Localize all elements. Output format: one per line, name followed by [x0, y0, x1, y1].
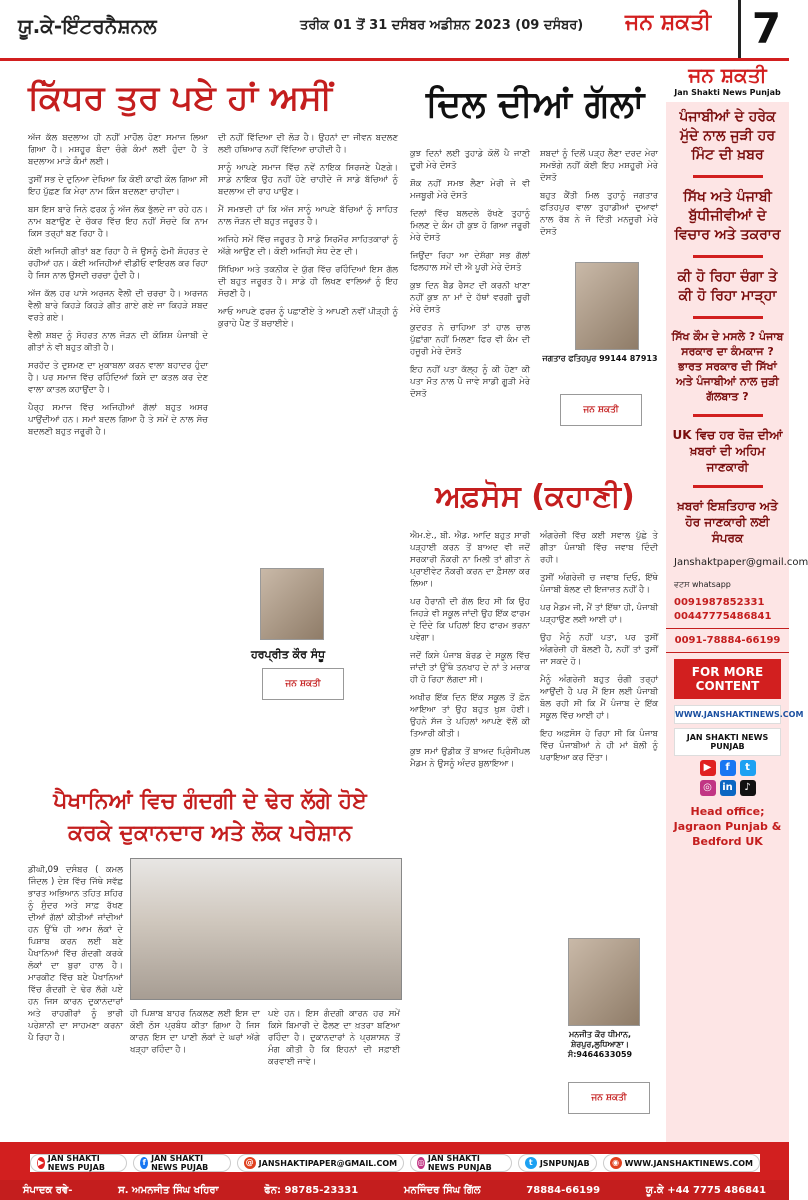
- footer-link-label: JSNPUNJAB: [539, 1158, 590, 1168]
- article1-paragraph: ਕੋਈ ਅਜਿਹੀ ਗੀਤਾਂ ਬਣ ਰਿਹਾ ਹੈ ਜੋ ਉਸਨੂੰ ਫੇਮੀ ਸ਼ੋਹਰਤ ਦੇ ਰਹੀਆਂ ਹਨ। ਕੋਈ ਅਜਿਹੀਆਂ ਵੀਡੀਓ ਵਾਇਰਲ ਕਰ ਰਿਹਾ ਹੈ ਜਿਸ ਨਾਲ ਉਸਦੀ ਚਰਚਾ ਹੁੰਦੀ ਹੈ।: [28, 247, 208, 281]
- divider: [693, 485, 763, 488]
- article1-title: ਕਿੱਧਰ ਤੁਰ ਪਏ ਹਾਂ ਅਸੀਂ: [28, 78, 332, 118]
- article1-paragraph: ਸਰਹੱਦ ਤੇ ਦੁਸ਼ਮਣ ਦਾ ਮੁਕਾਬਲਾ ਕਰਨ ਵਾਲਾ ਬਹਾਦਰ ਹੁੰਦਾ ਹੈ। ਪਰ ਸਮਾਜ ਵਿੱਚ ਰਹਿੰਦਿਆਂ ਕਿਸੇ ਦਾ ਕਤਲ ਕਰ ਦੇਣ ਵਾਲਾ ਕਾਤਲ ਕਹਾਉਂਦਾ ਹੈ।: [28, 361, 208, 395]
- article1-paragraph: ਸਾਨੂੰ ਆਪਣੇ ਸਮਾਜ ਵਿੱਚ ਨਵੇਂ ਨਾਇਕ ਸਿਰਜਣੇ ਪੈਣਗੇ। ਸਾਡੇ ਨਾਇਕ ਉਹ ਨਹੀਂ ਹੋਣੇ ਚਾਹੀਦੇ ਜੋ ਸਾਡੇ ਬੱਚਿਆਂ ਨੂੰ ਬਦਲਾਅ ਦੀ ਰਾਹ ਪਾਉਣ।: [218, 163, 398, 197]
- editor-phone[interactable]: 78884-66199: [526, 1184, 601, 1196]
- story-paragraph: ਉਹ ਮੈਨੂੰ ਨਹੀਂ ਪਤਾ, ਪਰ ਤੁਸੀਂ ਅੰਗਰੇਜ਼ੀ ਹੀ ਬੋਲਣੀ ਹੈ, ਨਹੀਂ ਤਾਂ ਤੁਸੀਂ ਜਾ ਸਕਦੇ ਹੋ।: [540, 633, 658, 667]
- article2-col1: [410, 148, 530, 448]
- footer-link-label: JAN SHAKTI NEWS PUNJAB: [427, 1154, 492, 1172]
- article1-paragraph: ਤੁਸੀਂ ਸਭ ਦੇ ਦੁਨਿਆ ਦੇਖਿਆ ਕਿ ਕੋਈ ਕਾਫੀ ਕੋਲ ਗਿਆ ਸੀ ਇਹ ਪੁੱਛਣ ਕਿ ਮੇਰਾ ਨਾਮ ਕਿੰਜ ਬਦਲਣਾ ਚਾਹੀਦਾ।: [28, 175, 208, 197]
- footer-link-label: JAN SHAKTI NEWS PUJAB: [151, 1154, 209, 1172]
- article4-col3: ਪਏ ਹਨ। ਇਸ ਗੰਦਗੀ ਕਾਰਨ ਹਰ ਸਮੇਂ ਕਿਸੇ ਬਿਮਾਰੀ ਦੇ ਫੈਲਣ ਦਾ ਖ਼ਤਰਾ ਬਣਿਆ ਰਹਿੰਦਾ ਹੈ। ਦੁਕਾਨਦਾਰਾਂ ਨੇ ਪ੍ਰਸ਼ਾਸਨ ਤੋਂ ਮੰਗ ਕੀਤੀ ਹੈ ਕਿ ਇਹਨਾਂ ਦੀ ਸਫ਼ਾਈ ਕਰਵਾਈ ਜਾਵੇ।: [268, 1009, 400, 1067]
- story-paragraph: ਇਹ ਅਫ਼ਸੋਸ ਹੋ ਰਿਹਾ ਸੀ ਕਿ ਪੰਜਾਬ ਵਿੱਚ ਪੰਜਾਬੀਆਂ ਨੇ ਹੀ ਮਾਂ ਬੋਲੀ ਨੂੰ ਪਰਾਇਆ ਕਰ ਦਿੱਤਾ।: [540, 729, 658, 763]
- jan-shakti-logo: ਜਨ ਸ਼ਕਤੀ: [262, 668, 344, 700]
- story-paragraph: ਪਰ ਹੈਰਾਨੀ ਦੀ ਗੱਲ ਇਹ ਸੀ ਕਿ ਉਹ ਜਿਹੜੇ ਵੀ ਸਕੂਲ ਜਾਂਦੀ ਉਹ ਇੱਕ ਫਾਰਮ ਦੇ ਦਿੰਦੇ ਕਿ ਪਹਿਲਾਂ ਇਹ ਫਾਰਮ ਭਰਨਾ ਪਵੇਗਾ।: [410, 597, 530, 643]
- divider: [693, 175, 763, 178]
- footer-link[interactable]: [603, 1154, 760, 1172]
- sidebar-block: ਸਿੱਖ ਅਤੇ ਪੰਜਾਬੀ ਬੁੱਧੀਜੀਵੀਆਂ ਦੇ ਵਿਚਾਰ ਅਤੇ ਤਕਰਾਰ: [674, 189, 781, 243]
- uk-phone[interactable]: ਯੂ.ਕੇ +44 7775 486841: [645, 1184, 767, 1196]
- footer-bar: [0, 1180, 789, 1200]
- story-paragraph: ਕੁਝ ਸਮਾਂ ਉਡੀਕ ਤੋਂ ਬਾਅਦ ਪ੍ਰਿੰਸੀਪਲ ਮੈਡਮ ਨੇ ਉਸਨੂੰ ਅੰਦਰ ਬੁਲਾਇਆ।: [410, 747, 530, 769]
- article1-paragraph: ਮੈਂ ਸਮਝਦੀ ਹਾਂ ਕਿ ਅੱਜ ਸਾਨੂੰ ਆਪਣੇ ਬੱਚਿਆਂ ਨੂੰ ਸਾਹਿਤ ਨਾਲ ਜੋੜਨ ਦੀ ਬਹੁਤ ਜਰੂਰਤ ਹੈ।: [218, 205, 398, 227]
- twitter-icon[interactable]: t: [740, 760, 756, 776]
- contact-email[interactable]: Janshaktpaper@gmail.com: [674, 557, 808, 568]
- poem-stanza: ਇਹ ਨਹੀਂ ਪਤਾ ਕੱਲ੍ਹ ਨੂੰ ਕੀ ਹੋਣਾ ਕੀ ਪਤਾ ਮੌਤ ਨਾਲ ਪੈ ਜਾਵੇ ਸਾਡੀ ਗੂੜੀ ਮੇਰੇ ਦੋਸਤੋ: [410, 365, 530, 399]
- sidebar-block: ਪੰਜਾਬੀਆਂ ਦੇ ਹਰੇਕ ਮੁੱਦੇ ਨਾਲ ਜੁੜੀ ਹਰ ਮਿੰਟ ਦੀ ਖ਼ਬਰ: [679, 109, 776, 163]
- story-paragraph: ਅਖੀਰ ਇੱਕ ਦਿਨ ਇੱਕ ਸਕੂਲ ਤੋਂ ਫ਼ੋਨ ਆਇਆ ਤਾਂ ਉਹ ਬਹੁਤ ਖੁਸ਼ ਹੋਈ। ਉਹਨੇ ਸੱਜ ਤੇ ਪਹਿਲਾਂ ਆਪਣੇ ਵੱਲੋਂ ਕੀ ਤਿਆਰੀ ਕੀਤੀ।: [410, 693, 530, 739]
- website-link[interactable]: WWW.JANSHAKTINEWS.COM: [674, 705, 781, 724]
- story-paragraph: ਮੈਨੂੰ ਅੰਗਰੇਜ਼ੀ ਬਹੁਤ ਚੰਗੀ ਤਰ੍ਹਾਂ ਆਉਂਦੀ ਹੈ ਪਰ ਮੈਂ ਇਸ ਲਈ ਪੰਜਾਬੀ ਬੋਲ ਰਹੀ ਸੀ ਕਿ ਮੈਂ ਪੰਜਾਬ ਦੇ ਇੱਕ ਸਕੂਲ ਵਿੱਚ ਆਈ ਹਾਂ।: [540, 675, 658, 721]
- article1-paragraph: ਅੱਜ ਕੱਲ ਬਦਲਾਅ ਹੀ ਨਹੀਂ ਮਾਹੌਲ ਹੋਣਾ ਸਮਾਜ ਲਿਆ ਗਿਆ ਹੈ। ਮਸ਼ਹੂਰ ਬੰਦਾ ਚੰਗੇ ਕੰਮਾਂ ਲਈ ਹੁੰਦਾ ਹੈ ਤੇ ਬਦਲਾਅ ਮਾੜੇ ਕੰਮਾਂ ਲਈ।: [28, 133, 208, 167]
- poem-stanza: ਬਹੁਤ ਕੈਂਤੀ ਮਿਲ ਤੁਹਾਨੂੰ ਜਗਤਾਰ ਫਤਿਹਪੁਰ ਵਾਲਾ ਤੁਹਾਡੀਆਂ ਦੁਆਵਾਂ ਨਾਲ ਰੱਬ ਨੇ ਜੋ ਦਿੱਤੀ ਮਨਜ਼ੂਰੀ ਮੇਰੇ ਦੋਸਤੋ: [540, 191, 658, 237]
- instagram-icon[interactable]: ◎: [700, 780, 716, 796]
- twitter-icon: t: [525, 1157, 537, 1169]
- article1-paragraph: ਆਓ ਆਪਣੇ ਫਰਜ਼ ਨੂੰ ਪਛਾਣੀਏ ਤੇ ਆਪਣੀ ਨਵੀਂ ਪੀੜ੍ਹੀ ਨੂੰ ਕੁਰਾਹੇ ਪੈਣ ਤੋਂ ਬਚਾਈਏ।: [218, 307, 398, 329]
- poem-stanza: ਸ਼ਬਦਾਂ ਨੂੰ ਦਿਲੋਂ ਪੜ੍ਹ ਲੈਣਾ ਦਰਦ ਮੇਰਾ ਸਮਝੋਗੇ ਨਹੀਂ ਕੋਈ ਇਹ ਮਸ਼ਹੂਰੀ ਮੇਰੇ ਦੋਸਤੋ: [540, 149, 658, 183]
- article1-col1: [28, 132, 208, 762]
- youtube-icon: ▶: [37, 1158, 44, 1167]
- facebook-icon: f: [140, 1157, 148, 1169]
- section-label: ਯੂ.ਕੇ-ਇੰਟਰਨੈਸ਼ਨਲ: [18, 14, 157, 38]
- article3-col1: [410, 530, 530, 1080]
- article2-author: ਜਗਤਾਰ ਫਤਿਹਪੁਰ 99144 87913: [542, 354, 658, 363]
- article2-title: ਦਿਲ ਦੀਆਂ ਗੱਲਾਂ: [425, 84, 645, 125]
- tiktok-icon[interactable]: ♪: [740, 780, 756, 796]
- sidebar-brand-box: [666, 62, 789, 102]
- social-icons: [666, 780, 789, 796]
- globe-icon: ◉: [610, 1157, 622, 1169]
- divider: [693, 255, 763, 258]
- social-label: JAN SHAKTI NEWS PUNJAB: [674, 728, 781, 756]
- poem-stanza: ਕੁਝ ਦਿਨ ਬੈਡ ਰੈਸਟ ਦੀ ਕਰਨੀ ਖਾਣਾ ਨਹੀਂ ਕੁਝ ਨਾ ਮਾਂ ਦੇ ਹੱਥਾਂ ਵਰਗੀ ਚੂਰੀ ਮੇਰੇ ਦੋਸਤੋ: [410, 281, 530, 315]
- article1-author: ਹਰਪ੍ਰੀਤ ਕੌਰ ਸੰਧੂ: [250, 648, 326, 661]
- youtube-icon[interactable]: ▶: [700, 760, 716, 776]
- sidebar-block: ਖ਼ਬਰਾਂ ਇਸ਼ਤਿਹਾਰ ਅਤੇ ਹੋਰ ਜਾਣਕਾਰੀ ਲਈ ਸੰਪਰਕ: [677, 499, 778, 545]
- sidebar-block: UK ਵਿਚ ਹਰ ਰੋਜ਼ ਦੀਆਂ ਖ਼ਬਰਾਂ ਦੀ ਅਹਿਮ ਜਾਣਕਾਰੀ: [672, 428, 783, 474]
- article1-paragraph: ਬਸ ਇਸ ਬਾਰੇ ਜਿਨੇ ਫਰਕ ਨੂੰ ਅੱਜ ਲੋਕ ਭੁੱਲਦੇ ਜਾ ਰਹੇ ਹਨ। ਨਾਮ ਬਣਾਉਣ ਦੇ ਚੱਕਰ ਵਿੱਚ ਇਹ ਨਹੀਂ ਸੋਚਦੇ ਕਿ ਨਾਮ ਕਿਸ ਤਰ੍ਹਾਂ ਬਣ ਰਿਹਾ ਹੈ।: [28, 205, 208, 239]
- article1-paragraph: ਦੀ ਨਹੀਂ ਵਿੱਦਿਆ ਦੀ ਲੋੜ ਹੈ। ਉਹਨਾਂ ਦਾ ਜੀਵਨ ਬਦਲਣ ਲਈ ਹਥਿਆਰ ਨਹੀਂ ਵਿੱਦਿਆ ਚਾਹੀਦੀ ਹੈ।: [218, 133, 398, 155]
- edition-date: ਤਰੀਕ 01 ਤੋਂ 31 ਦਸੰਬਰ ਅਡੀਸ਼ਨ 2023 (09 ਦਸੰਬਰ): [300, 18, 584, 33]
- poem-stanza: ਕੁਦਰਤ ਨੇ ਚਾਹਿਆ ਤਾਂ ਹਾਲ ਚਾਲ ਪੁੱਛਾਂਗਾ ਨਹੀਂ ਮਿਲਣਾ ਫਿਰ ਵੀ ਕੰਮ ਦੀ ਹਜ਼ੂਰੀ ਮੇਰੇ ਦੋਸਤੋ: [410, 323, 530, 357]
- sidebar-block: ਸਿੱਖ ਕੌਮ ਦੇ ਮਸਲੇ ? ਪੰਜਾਬ ਸਰਕਾਰ ਦਾ ਕੰਮਕਾਜ ? ਭਾਰਤ ਸਰਕਾਰ ਦੀ ਸਿੱਖਾਂ ਅਤੇ ਪੰਜਾਬੀਆਂ ਨਾਲ ਜੁੜੀ ਗੱਲਬਾਤ ?: [671, 330, 784, 403]
- story-paragraph: ਐਮ.ਏ., ਬੀ. ਐਡ. ਆਦਿ ਬਹੁਤ ਸਾਰੀ ਪੜ੍ਹਾਈ ਕਰਨ ਤੋਂ ਬਾਅਦ ਵੀ ਜਦੋਂ ਸਰਕਾਰੀ ਨੌਕਰੀ ਨਾ ਮਿਲੀ ਤਾਂ ਗੀਤਾ ਨੇ ਪ੍ਰਾਈਵੇਟ ਨੌਕਰੀ ਕਰਨ ਦਾ ਫ਼ੈਸਲਾ ਕਰ ਲਿਆ।: [410, 531, 530, 589]
- whatsapp-number[interactable]: 00447775486841: [674, 611, 772, 622]
- author-photo: [575, 262, 639, 350]
- article1-paragraph: ਪੈਰ੍ਹ ਸਮਾਜ ਵਿੱਚ ਅਜਿਹੀਆਂ ਗੱਲਾਂ ਬਹੁਤ ਅਸਰ ਪਾਉਂਦੀਆਂ ਹਨ। ਸਮਾਂ ਬਦਲ ਗਿਆ ਹੈ ਤੇ ਸਮੇਂ ਦੇ ਨਾਲ ਸੋਚ ਬਦਲਣੀ ਬਹੁਤ ਜਰੂਰੀ ਹੈ।: [28, 403, 208, 437]
- story-paragraph: ਜਦੋਂ ਕਿਸੇ ਪੰਜਾਬ ਬੋਰਡ ਦੇ ਸਕੂਲ ਵਿੱਚ ਜਾਂਦੀ ਤਾਂ ਉੱਥੇ ਤਨਖਾਹ ਦੇ ਨਾਂ ਤੇ ਮਜ਼ਾਕ ਹੀ ਹੋ ਰਿਹਾ ਲੱਗਦਾ ਸੀ।: [410, 651, 530, 685]
- jan-shakti-logo: ਜਨ ਸ਼ਕਤੀ: [560, 394, 642, 426]
- more-content-button[interactable]: FOR MORE CONTENT: [674, 659, 781, 699]
- whatsapp-number[interactable]: 0091987852331: [674, 597, 765, 608]
- article4-title-line2: ਕਰਕੇ ਦੁਕਾਨਦਾਰ ਅਤੇ ਲੋਕ ਪਰੇਸ਼ਾਨ: [68, 821, 352, 846]
- article4-title-line1: ਪੈਖਾਨਿਆਂ ਵਿਚ ਗੰਦਗੀ ਦੇ ਢੇਰ ਲੱਗੇ ਹੋਏ: [53, 789, 367, 814]
- article3-title: ਅਫ਼ਸੋਸ (ਕਹਾਣੀ): [435, 479, 635, 514]
- sidebar-brand: ਜਨ ਸ਼ਕਤੀ: [688, 63, 767, 87]
- story-paragraph: ਪਰ ਮੈਡਮ ਜੀ, ਮੈਂ ਤਾਂ ਇੱਥਾ ਹੀ, ਪੰਜਾਬੀ ਪੜ੍ਹਾਉਣ ਲਈ ਆਈ ਹਾਂ।: [540, 603, 658, 625]
- article1-col2: [218, 132, 398, 552]
- footer-link[interactable]: [30, 1154, 127, 1172]
- article4-col1: ਡੀਘੀ,09 ਦਸੰਬਰ ( ਕਮਲ ਜਿੰਦਲ ) ਦੇਸ਼ ਵਿੱਚ ਜਿੱਥੇ ਸਵੱਛ ਭਾਰਤ ਅਭਿਆਨ ਤਹਿਤ ਸ਼ਹਿਰ ਨੂੰ ਸੁੰਦਰ ਅਤੇ ਸਾਫ਼ ਰੱਖਣ ਦੀਆਂ ਗੱਲਾਂ ਕੀਤੀਆਂ ਜਾਂਦੀਆਂ ਹਨ ਉੱਥੇ ਹੀ ਆਮ ਲੋਕਾਂ ਦੇ ਪਿਸ਼ਾਬ ਕਰਨ ਲਈ ਬਣੇ ਪੈਖਾਨਿਆਂ ਵਿੱਚ ਗੰਦਗੀ ਕਰਕੇ ਲੋਕਾਂ ਦਾ ਬੁਰਾ ਹਾਲ ਹੈ। ਮਾਰਕੀਟ ਵਿੱਚ ਬਣੇ ਪੈਖਾਨਿਆਂ ਵਿੱਚ ਗੰਦਗੀ ਦੇ ਢੇਰ ਲੱਗੇ ਪਏ ਹਨ ਜਿਸ ਕਾਰਨ ਦੁਕਾਨਦਾਰਾਂ ਅਤੇ ਰਾਹਗੀਰਾਂ ਨੂੰ ਭਾਰੀ ਪਰੇਸ਼ਾਨੀ ਦਾ ਸਾਹਮਣਾ ਕਰਨਾ ਪੈ ਰਿਹਾ ਹੈ।: [28, 865, 123, 1043]
- whatsapp-label: ਵਟਸ whatsapp: [674, 580, 731, 589]
- footer-link[interactable]: [410, 1154, 512, 1172]
- poem-stanza: ਸ਼ੌਕ ਨਹੀਂ ਸਮਝ ਲੈਣਾ ਮੇਰੀ ਜੇ ਵੀ ਮਜਬੂਰੀ ਮੇਰੇ ਦੋਸਤੋ: [410, 179, 530, 201]
- contact-phone[interactable]: 0091-78884-66199: [666, 628, 789, 653]
- article1-paragraph: ਅੱਜ ਕੱਲ ਹਰ ਪਾਸੇ ਅਰਜਨ ਵੈਲੀ ਦੀ ਚਰਚਾ ਹੈ। ਅਰਜਨ ਵੈਲੀ ਬਾਰੇ ਕਿਹੜੇ ਕਿਹੜੇ ਗੀਤ ਗਾਏ ਗਏ ਜਾ ਕਿਹੜੇ ਸ਼ਬਦ ਵਰਤੇ ਗਏ।: [28, 289, 208, 323]
- sidebar-block: ਕੀ ਹੋ ਰਿਹਾ ਚੰਗਾ ਤੇ ਕੀ ਹੋ ਰਿਹਾ ਮਾੜ੍ਹਾ: [677, 269, 778, 304]
- footer-link-label: WWW.JANSHAKTINEWS.COM: [624, 1158, 753, 1168]
- story-paragraph: ਅੰਗਰੇਜ਼ੀ ਵਿੱਚ ਕਈ ਸਵਾਲ ਪੁੱਛੇ ਤੇ ਗੀਤਾ ਪੰਜਾਬੀ ਵਿੱਚ ਜਵਾਬ ਦਿੰਦੀ ਰਹੀ।: [540, 531, 658, 565]
- footer-links: [30, 1154, 760, 1172]
- divider: [693, 414, 763, 417]
- footer-link-label: JAN SHAKTI NEWS PUJAB: [47, 1154, 105, 1172]
- sidebar-brand-sub: Jan Shakti News Punjab: [674, 88, 781, 97]
- article3-author: ਮਨਜੀਤ ਕੌਰ ਧੀਮਾਨ, ਸ਼ੇਰਪੁਰ,ਲੁਧਿਆਣਾ। ਸੰ:9464633059: [567, 1030, 633, 1059]
- article3-col2: [540, 530, 658, 930]
- social-icons: [666, 760, 789, 776]
- footer-link[interactable]: [133, 1154, 230, 1172]
- linkedin-icon[interactable]: in: [720, 780, 736, 796]
- article1-paragraph: ਅਜਿਹੇ ਸਮੇਂ ਵਿੱਚ ਜਰੂਰਤ ਹੈ ਸਾਡੇ ਸਿਰਮੌਰ ਸਾਹਿਤਕਾਰਾਂ ਨੂੰ ਅੱਗੇ ਆਉਣ ਦੀ। ਕੋਈ ਅਜਿਹੀ ਸੇਧ ਦੇਣ ਦੀ।: [218, 235, 398, 257]
- divider: [693, 316, 763, 319]
- editor-name: ਸ. ਅਮਨਜੀਤ ਸਿੰਘ ਖਹਿਰਾ: [118, 1184, 219, 1196]
- article2-col2: [540, 148, 658, 238]
- editor-name: ਮਨਜਿੰਦਰ ਸਿੰਘ ਗਿੱਲ: [403, 1184, 481, 1196]
- facebook-icon[interactable]: f: [720, 760, 736, 776]
- footer-link[interactable]: [237, 1154, 404, 1172]
- editor-label: ਸੰਪਾਦਕ ਰਵੇ-: [22, 1184, 73, 1196]
- email-icon: @: [245, 1158, 254, 1167]
- footer-link[interactable]: [518, 1154, 597, 1172]
- masthead-brand: ਜਨ ਸ਼ਕਤੀ: [625, 10, 712, 35]
- poem-stanza: ਕੁਝ ਦਿਨਾਂ ਲਈ ਤੁਹਾਡੇ ਕੋਲੋਂ ਪੈ ਜਾਣੀ ਦੂਰੀ ਮੇਰੇ ਦੋਸਤੋ: [410, 149, 530, 171]
- author-photo: [260, 568, 324, 640]
- poem-stanza: ਦਿਲਾਂ ਵਿੱਚ ਬਲਦਲੇ ਰੱਖਣੇ ਤੁਹਾਨੂੰ ਮਿਲਣ ਦੇ ਕੰਮ ਹੀ ਕੁਝ ਹੋ ਗਿਆ ਜਰੂਰੀ ਮੇਰੇ ਦੋਸਤੋ: [410, 209, 530, 243]
- article4-col2: ਹੀ ਪਿਸ਼ਾਬ ਬਾਹਰ ਨਿਕਲਣ ਲਈ ਇਸ ਦਾ ਕੋਈ ਠੋਸ ਪ੍ਰਬੰਧ ਕੀਤਾ ਗਿਆ ਹੈ ਜਿਸ ਕਾਰਨ ਇਸ ਦਾ ਪਾਣੀ ਲੋਕਾਂ ਦੇ ਘਰਾਂ ਅੱਗੇ ਖੜ੍ਹਾ ਰਹਿੰਦਾ ਹੈ।: [130, 1009, 260, 1055]
- news-photo: [130, 858, 402, 1000]
- editor-phone[interactable]: ਫੋਨ: 98785-23331: [264, 1184, 359, 1196]
- instagram-icon: ◎: [417, 1158, 425, 1167]
- story-paragraph: ਤੁਸੀਂ ਅੰਗਰੇਜ਼ੀ ਚ ਜਵਾਬ ਦਿਓ, ਇੱਥੇ ਪੰਜਾਬੀ ਬੋਲਣ ਦੀ ਇਜਾਜ਼ਤ ਨਹੀਂ ਹੈ।: [540, 573, 658, 595]
- sidebar: [666, 62, 808, 1142]
- page-number: 7: [738, 0, 792, 58]
- author-photo: [568, 938, 640, 1026]
- footer-link-label: JANSHAKTIPAPER@GMAIL.COM: [258, 1158, 398, 1168]
- article1-paragraph: ਵੈਲੀ ਸ਼ਬਦ ਨੂੰ ਸੋਹਰਤ ਨਾਲ ਜੋੜਨ ਦੀ ਕੋਸ਼ਿਸ਼ ਪੰਜਾਬੀ ਦੇ ਗੀਤਾਂ ਨੇ ਵੀ ਬਹੁਤ ਕੀਤੀ ਹੈ।: [28, 331, 208, 353]
- article1-paragraph: ਸਿੱਖਿਆ ਅਤੇ ਤਕਨੀਕ ਦੇ ਯੁੱਗ ਵਿੱਚ ਰਹਿੰਦਿਆਂ ਇਸ ਗੱਲ ਦੀ ਬਹੁਤ ਜਰੂਰਤ ਹੈ। ਸਾਡੇ ਹੀ ਲਿਖਣ ਵਾਲਿਆਂ ਨੂੰ ਇਹ ਸੋਚਣੀ ਹੈ।: [218, 265, 398, 299]
- jan-shakti-logo: ਜਨ ਸ਼ਕਤੀ: [568, 1082, 650, 1114]
- poem-stanza: ਜਿਉਂਦਾ ਰਿਹਾ ਆ ਦੇਸ਼ੱਗਾ ਸਭ ਗੱਲਾਂ ਫਿਲਹਾਲ ਸਮੇਂ ਦੀ ਐ ਪੂਰੀ ਮੇਰੇ ਦੋਸਤੋ: [410, 251, 530, 273]
- head-office: Head office; Jagraon Punjab & Bedford UK: [673, 805, 782, 848]
